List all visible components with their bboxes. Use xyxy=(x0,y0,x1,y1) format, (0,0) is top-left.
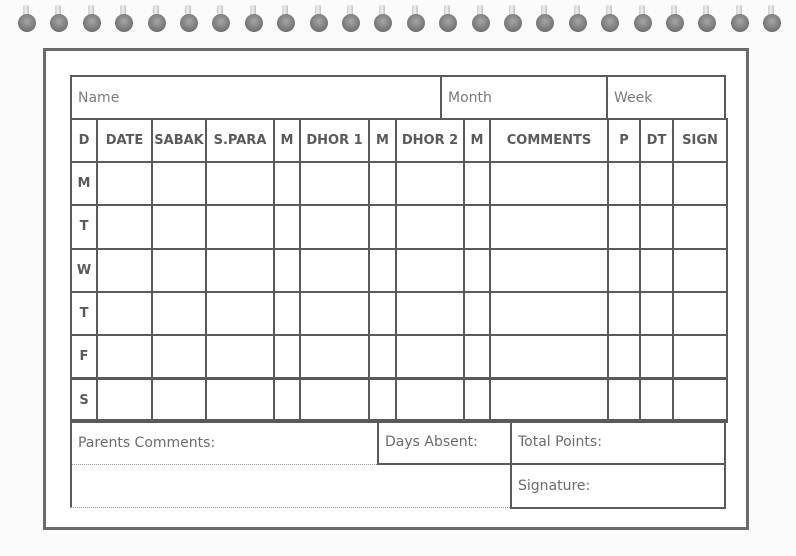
column-header: DHOR 1 xyxy=(299,118,370,163)
entry-cell[interactable] xyxy=(273,248,301,293)
total-points-label: Total Points: xyxy=(518,434,602,450)
binding-ring-icon xyxy=(211,5,231,35)
entry-cell[interactable] xyxy=(607,334,641,379)
entry-cell[interactable] xyxy=(489,378,609,423)
binding-ring-icon xyxy=(82,5,102,35)
column-header: P xyxy=(607,118,641,163)
entry-cell[interactable] xyxy=(151,248,207,293)
binding-ring-icon xyxy=(179,5,199,35)
entry-cell[interactable] xyxy=(368,161,397,206)
column-header: M xyxy=(463,118,491,163)
binding-ring-icon xyxy=(438,5,458,35)
spiral-binding xyxy=(0,0,796,40)
entry-cell[interactable] xyxy=(368,248,397,293)
entry-cell[interactable] xyxy=(639,161,674,206)
binding-ring-icon xyxy=(276,5,296,35)
binding-ring-icon xyxy=(697,5,717,35)
binding-ring-icon xyxy=(762,5,782,35)
binding-ring-icon xyxy=(114,5,134,35)
signature-field[interactable] xyxy=(510,463,726,509)
parents-comments-label: Parents Comments: xyxy=(78,435,216,451)
day-label: F xyxy=(70,334,98,379)
column-header: COMMENTS xyxy=(489,118,609,163)
entry-cell[interactable] xyxy=(672,204,728,249)
entry-cell[interactable] xyxy=(489,161,609,206)
column-header: M xyxy=(273,118,301,163)
binding-ring-icon xyxy=(600,5,620,35)
entry-cell[interactable] xyxy=(639,378,674,423)
entry-cell[interactable] xyxy=(607,161,641,206)
entry-cell[interactable] xyxy=(96,161,153,206)
entry-cell[interactable] xyxy=(368,291,397,336)
entry-cell[interactable] xyxy=(205,161,275,206)
days-absent-field[interactable] xyxy=(377,419,512,465)
binding-ring-icon xyxy=(535,5,555,35)
entry-cell[interactable] xyxy=(273,334,301,379)
parents-comments-second-dotted-line[interactable] xyxy=(70,507,510,508)
column-header: D xyxy=(70,118,98,163)
binding-ring-icon xyxy=(665,5,685,35)
entry-cell[interactable] xyxy=(607,378,641,423)
total-points-field[interactable] xyxy=(510,419,726,465)
parents-comments-dotted-line xyxy=(72,464,377,465)
entry-cell[interactable] xyxy=(96,291,153,336)
name-field[interactable] xyxy=(70,75,442,120)
entry-cell[interactable] xyxy=(672,161,728,206)
days-absent-label: Days Absent: xyxy=(385,434,478,450)
entry-cell[interactable] xyxy=(639,248,674,293)
entry-cell[interactable] xyxy=(489,291,609,336)
signature-label: Signature: xyxy=(518,478,591,494)
binding-ring-icon xyxy=(147,5,167,35)
entry-cell[interactable] xyxy=(463,334,491,379)
entry-cell[interactable] xyxy=(273,161,301,206)
entry-cell[interactable] xyxy=(205,291,275,336)
binding-ring-icon xyxy=(568,5,588,35)
entry-cell[interactable] xyxy=(299,291,370,336)
binding-ring-icon xyxy=(244,5,264,35)
entry-cell[interactable] xyxy=(96,334,153,379)
column-header: SABAK xyxy=(151,118,207,163)
entry-cell[interactable] xyxy=(273,204,301,249)
entry-cell[interactable] xyxy=(607,248,641,293)
binding-ring-icon xyxy=(730,5,750,35)
entry-cell[interactable] xyxy=(489,248,609,293)
column-header: DT xyxy=(639,118,674,163)
binding-ring-icon xyxy=(341,5,361,35)
column-header: S.PARA xyxy=(205,118,275,163)
entry-cell[interactable] xyxy=(395,161,465,206)
week-label: Week xyxy=(614,89,653,106)
entry-cell[interactable] xyxy=(299,334,370,379)
entry-cell[interactable] xyxy=(672,334,728,379)
entry-cell[interactable] xyxy=(395,334,465,379)
binding-ring-icon xyxy=(633,5,653,35)
binding-ring-icon xyxy=(471,5,491,35)
entry-cell[interactable] xyxy=(672,248,728,293)
entry-cell[interactable] xyxy=(299,161,370,206)
entry-cell[interactable] xyxy=(639,204,674,249)
column-header: DATE xyxy=(96,118,153,163)
entry-cell[interactable] xyxy=(151,161,207,206)
month-field[interactable] xyxy=(440,75,608,120)
entry-cell[interactable] xyxy=(205,378,275,423)
entry-cell[interactable] xyxy=(273,378,301,423)
entry-cell[interactable] xyxy=(463,378,491,423)
binding-ring-icon xyxy=(309,5,329,35)
entry-cell[interactable] xyxy=(463,204,491,249)
day-label: M xyxy=(70,161,98,206)
day-label: W xyxy=(70,248,98,293)
binding-ring-icon xyxy=(503,5,523,35)
entry-cell[interactable] xyxy=(639,334,674,379)
entry-cell[interactable] xyxy=(151,204,207,249)
entry-cell[interactable] xyxy=(151,334,207,379)
day-label: T xyxy=(70,204,98,249)
entry-cell[interactable] xyxy=(299,378,370,423)
entry-cell[interactable] xyxy=(273,291,301,336)
entry-cell[interactable] xyxy=(607,291,641,336)
entry-cell[interactable] xyxy=(368,378,397,423)
entry-cell[interactable] xyxy=(672,378,728,423)
entry-cell[interactable] xyxy=(205,248,275,293)
entry-cell[interactable] xyxy=(205,204,275,249)
entry-cell[interactable] xyxy=(368,204,397,249)
column-header: DHOR 2 xyxy=(395,118,465,163)
entry-cell[interactable] xyxy=(96,378,153,423)
entry-cell[interactable] xyxy=(96,248,153,293)
entry-cell[interactable] xyxy=(607,204,641,249)
binding-ring-icon xyxy=(49,5,69,35)
entry-cell[interactable] xyxy=(395,248,465,293)
entry-cell[interactable] xyxy=(205,334,275,379)
entry-cell[interactable] xyxy=(299,248,370,293)
name-label: Name xyxy=(78,89,120,106)
entry-cell[interactable] xyxy=(395,204,465,249)
day-label: S xyxy=(70,378,98,423)
week-field[interactable] xyxy=(606,75,726,120)
binding-ring-icon xyxy=(17,5,37,35)
footer-left-border xyxy=(70,463,72,508)
column-header: M xyxy=(368,118,397,163)
entry-cell[interactable] xyxy=(489,334,609,379)
entry-cell[interactable] xyxy=(96,204,153,249)
binding-ring-icon xyxy=(406,5,426,35)
entry-cell[interactable] xyxy=(368,334,397,379)
entry-cell[interactable] xyxy=(151,378,207,423)
column-header: SIGN xyxy=(672,118,728,163)
entry-cell[interactable] xyxy=(299,204,370,249)
parents-comments-field[interactable] xyxy=(70,419,379,465)
entry-cell[interactable] xyxy=(489,204,609,249)
entry-cell[interactable] xyxy=(463,248,491,293)
month-label: Month xyxy=(448,89,492,106)
entry-cell[interactable] xyxy=(395,291,465,336)
day-label: T xyxy=(70,291,98,336)
entry-cell[interactable] xyxy=(151,291,207,336)
binding-ring-icon xyxy=(373,5,393,35)
entry-cell[interactable] xyxy=(672,291,728,336)
entry-cell[interactable] xyxy=(639,291,674,336)
entry-cell[interactable] xyxy=(463,291,491,336)
entry-cell[interactable] xyxy=(463,161,491,206)
entry-cell[interactable] xyxy=(395,378,465,423)
